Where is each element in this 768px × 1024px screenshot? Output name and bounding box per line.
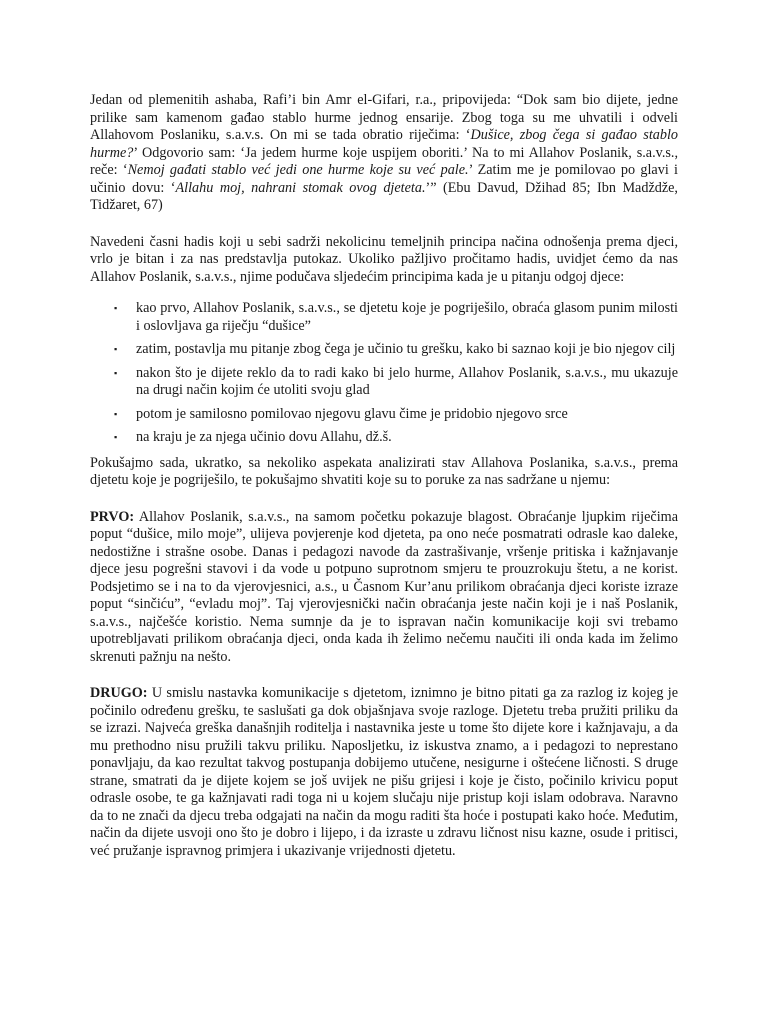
section-heading: DRUGO:: [90, 685, 148, 701]
list-item: ▪ potom je samilosno pomilovao njegovu glavu čime je pridobio njegovo srce: [114, 405, 568, 422]
bullet-icon: ▪: [114, 367, 118, 378]
hadith-quote-1: Dušice, zbog čega si gađao stablo hurme?: [90, 127, 678, 161]
bullet-icon: ▪: [114, 344, 118, 354]
list-item: ▪ zatim, postavlja mu pitanje zbog čega je učinio tu grešku, kako bi saznao koji je bio njegov cilj: [114, 341, 676, 357]
hadith-paragraph: [90, 92, 678, 215]
hadith-text: Jedan od plemenitih ashaba, Rafi’i bin Amr el-Gifari, r.a., pripovijeda: “Dok sam bio dijete, jedne prilike sam kamenom gađao stablo hurme jednog ensarije. Zbog toga su me uhvatili i odveli Allahovom Poslaniku, s.a.v.s. On mi se tada obratio riječima: ‘: [90, 92, 678, 143]
analysis-intro-paragraph: Pokušajmo sada, ukratko, sa nekoliko aspekata analizirati stav Allahova Poslanika, s.a.v.s., prema djetetu koje je pogriješilo, te pokušajmo shvatiti koje su to poruke za nas sadržane u njemu:: [90, 454, 678, 488]
section-drugo: [90, 685, 678, 860]
section-prvo: [90, 509, 678, 667]
hadith-text: ’ Zatim me je pomilovao po glavi i učinio dovu: ‘: [90, 162, 678, 196]
section-text: U smislu nastavka komunikacije s djetetom, iznimno je bitno pitati ga za razlog iz kojeg je počinilo određenu grešku, te saslušati ga dok objašnjava svoje razloge. Djetetu treba pružiti priliku da se izrazi. Najveća greška današnjih roditelja i nastavnika jeste u tome što dijete kore i kažnjavaju, a da mu prethodno nisu pružili takvu priliku. Naposljetku, iz iskustva znamo, a i pedagozi to neprestano ponavljaju, da kao rezultat takvog postupanja dobijemo utučene, nesigurne i oštećene ličnosti. S druge strane, smatrati da je dijete kojem se još uvijek ne pišu grijesi i koje je čisto, počinilo krivicu poput odrasle osobe, te ga kažnjavati radi toga ni u kojem slučaju nije pristup koji islam odobrava. Naravno da to ne znači da djecu treba odgajati na način da mogu raditi šta hoće i postupati kako hoće. Međutim, način da dijete usvoji ono što je dobro i lijepo, i da izraste u zdravu ličnost nisu kazne, osude i pritisci, već pružanje ispravnog primjera i ukazivanje vrijednosti djetetu.: [90, 685, 678, 859]
list-item: ▪ kao prvo, Allahov Poslanik, s.a.v.s., se djetetu koje je pogriješilo, obraća glasom punim milosti i oslovljava ga riječju “dušice”: [114, 300, 678, 334]
hadith-text: ’ Odgovorio sam: ‘Ja jedem hurme koje uspijem oboriti.’ Na to mi Allahov Poslanik, s.a.v.s., reče: ‘: [90, 144, 678, 178]
hadith-citation: ’” (Ebu Davud, Džihad 85; Ibn Madždže, Tidžaret, 67): [90, 179, 678, 213]
bullet-icon: ▪: [114, 432, 118, 442]
hadith-quote-3: Allahu moj, nahrani stomak ovog djeteta.: [175, 179, 426, 196]
hadith-quote-2: Nemoj gađati stablo već jedi one hurme koje su već pale.: [127, 162, 469, 178]
section-heading: PRVO:: [90, 508, 135, 525]
intro-paragraph: Navedeni časni hadis koji u sebi sadrži nekolicinu temeljnih principa načina odnošenja prema djeci, vrlo je bitan i za nas predstavlja putokaz. Ukoliko pažljivo pročitamo hadis, uvidjet ćemo da nas Allahov Poslanik, s.a.v.s., njime podučava sljedećim principima kada je u pitanju odgoj djece:: [90, 233, 678, 285]
bullet-icon: ▪: [114, 408, 118, 419]
list-item: ▪ nakon što je dijete reklo da to radi kako bi jelo hurme, Allahov Poslanik, s.a.v.s., mu ukazuje na drugi način kojim će utoliti svoju glad: [114, 364, 678, 398]
principles-list: [90, 300, 678, 447]
list-item: ▪ na kraju je za njega učinio dovu Allahu, dž.š.: [114, 429, 392, 445]
section-text: Allahov Poslanik, s.a.v.s., na samom početku pokazuje blagost. Obraćanje ljupkim riječima poput “dušice, milo moje”, ulijeva povjerenje kod djeteta, pa ono neće posmatrati odrasle kao daleke, nedostižne i strašne osobe. Danas i pedagozi navode da zastrašivanje, vršenje pritiska i kažnjavanje djece jesu pogrešni stavovi i da vode u potpuno suprotnom smjeru te prouzrokuju štetu, a ne korist. Podsjetimo se i na to da vjerovjesnici, a.s., u Časnom Kur’anu prilikom obraćanja djeci koriste izraze poput “sinčiću”, “evladu moj”. Taj vjerovjesnički način obraćanja jeste način koji je i naš Poslanik, s.a.v.s., najčešće koristio. Nema sumnje da je to ispravan način komunikacije koji svi trebamo upotrebljavati prilikom obraćanja djeci, onda kada ih želimo nečemu naučiti ili onda kada im želimo skrenuti pažnju na nešto.: [90, 508, 678, 665]
bullet-icon: ▪: [114, 303, 118, 313]
document-page: [90, 92, 678, 860]
